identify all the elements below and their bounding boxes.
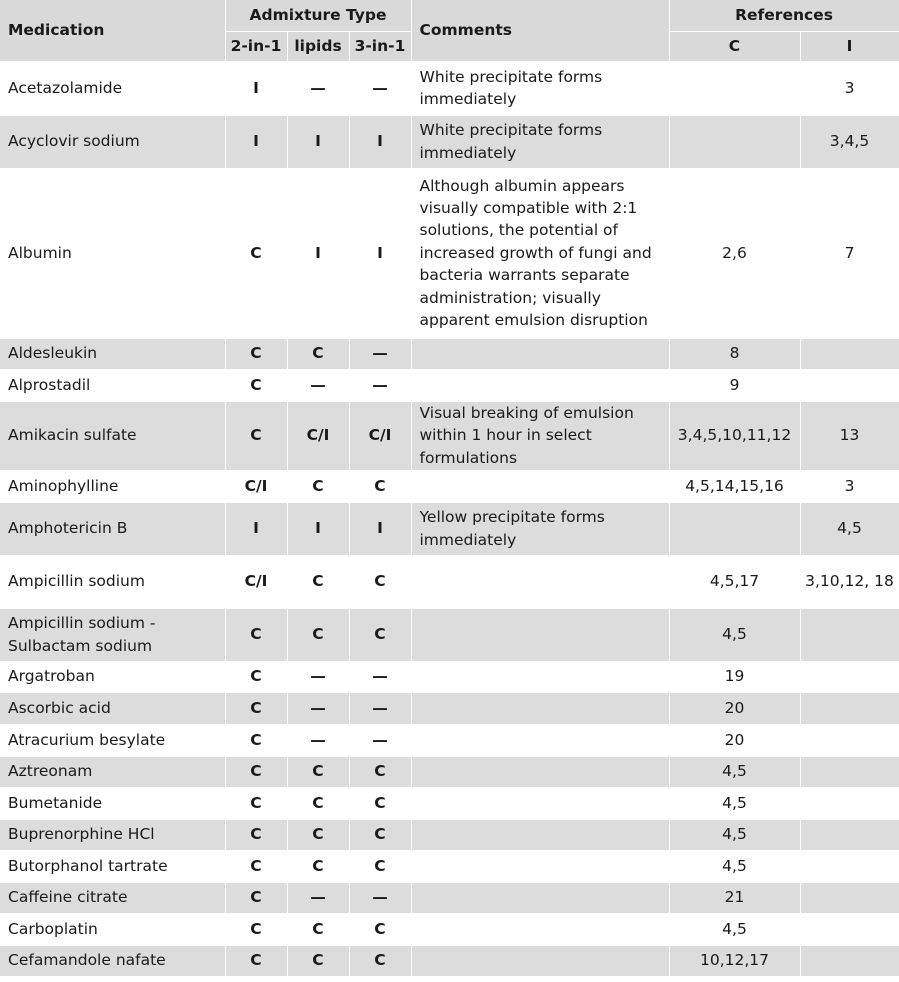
cell-lipids: C (287, 913, 349, 945)
cell-ref-i (800, 724, 899, 756)
table-row (0, 787, 899, 819)
cell-ref-i (800, 661, 899, 692)
cell-3-in-1: — (349, 369, 411, 401)
cell-medication: Bumetanide (0, 787, 225, 819)
cell-medication: Acetazolamide (0, 61, 225, 115)
cell-3-in-1: — (349, 61, 411, 115)
cell-comment (411, 661, 669, 692)
cell-3-in-1: C (349, 819, 411, 850)
cell-lipids: C (287, 819, 349, 850)
cell-comment (411, 945, 669, 976)
header-lipids: lipids (287, 31, 349, 61)
cell-comment (411, 787, 669, 819)
cell-3-in-1: C/I (349, 401, 411, 470)
header-3-in-1: 3-in-1 (349, 31, 411, 61)
cell-medication: Amikacin sulfate (0, 401, 225, 470)
cell-2-in-1: C/I (225, 470, 287, 502)
cell-lipids: C (287, 756, 349, 787)
cell-comment: Yellow precipitate forms immediately (411, 502, 669, 555)
cell-medication: Carboplatin (0, 913, 225, 945)
cell-lipids: I (287, 502, 349, 555)
cell-medication: Albumin (0, 168, 225, 338)
cell-lipids: C (287, 338, 349, 369)
table-row (0, 608, 899, 661)
cell-medication: Atracurium besylate (0, 724, 225, 756)
cell-3-in-1: I (349, 502, 411, 555)
cell-3-in-1: C (349, 945, 411, 976)
table-row (0, 115, 899, 168)
table-header (0, 0, 899, 61)
cell-medication: Aminophylline (0, 470, 225, 502)
cell-medication: Butorphanol tartrate (0, 850, 225, 882)
table-row (0, 401, 899, 470)
cell-ref-c: 4,5 (669, 787, 800, 819)
cell-lipids: C (287, 850, 349, 882)
table-row (0, 168, 899, 338)
cell-ref-i (800, 369, 899, 401)
cell-lipids: — (287, 661, 349, 692)
cell-ref-c (669, 502, 800, 555)
table-row (0, 850, 899, 882)
cell-medication: Aldesleukin (0, 338, 225, 369)
cell-ref-i (800, 945, 899, 976)
cell-comment (411, 913, 669, 945)
cell-ref-i: 3 (800, 470, 899, 502)
cell-medication: Amphotericin B (0, 502, 225, 555)
cell-ref-i: 3 (800, 61, 899, 115)
cell-lipids: — (287, 369, 349, 401)
table-row (0, 913, 899, 945)
cell-lipids: — (287, 61, 349, 115)
cell-2-in-1: C (225, 692, 287, 724)
cell-ref-i: 4,5 (800, 502, 899, 555)
cell-2-in-1: C (225, 724, 287, 756)
header-ref-i: I (800, 31, 899, 61)
cell-ref-i: 13 (800, 401, 899, 470)
cell-3-in-1: C (349, 555, 411, 608)
table-row (0, 945, 899, 976)
cell-comment (411, 756, 669, 787)
cell-ref-c: 10,12,17 (669, 945, 800, 976)
table-row (0, 756, 899, 787)
cell-ref-c: 4,5 (669, 756, 800, 787)
cell-3-in-1: I (349, 168, 411, 338)
cell-3-in-1: C (349, 756, 411, 787)
cell-comment: White precipitate forms immediately (411, 115, 669, 168)
cell-2-in-1: I (225, 61, 287, 115)
table-row (0, 882, 899, 913)
cell-ref-c: 4,5,14,15,16 (669, 470, 800, 502)
header-ref-c: C (669, 31, 800, 61)
header-2-in-1: 2-in-1 (225, 31, 287, 61)
cell-2-in-1: C (225, 369, 287, 401)
cell-2-in-1: C (225, 168, 287, 338)
cell-lipids: — (287, 692, 349, 724)
cell-medication: Acyclovir sodium (0, 115, 225, 168)
cell-ref-c (669, 61, 800, 115)
cell-3-in-1: — (349, 882, 411, 913)
cell-ref-i (800, 819, 899, 850)
cell-2-in-1: C (225, 756, 287, 787)
cell-2-in-1: C (225, 882, 287, 913)
cell-3-in-1: I (349, 115, 411, 168)
cell-2-in-1: I (225, 502, 287, 555)
cell-ref-i (800, 850, 899, 882)
cell-3-in-1: — (349, 338, 411, 369)
cell-2-in-1: C (225, 338, 287, 369)
cell-ref-c: 4,5,17 (669, 555, 800, 608)
table-row (0, 61, 899, 115)
cell-2-in-1: C/I (225, 555, 287, 608)
cell-comment (411, 470, 669, 502)
cell-ref-i (800, 608, 899, 661)
cell-comment (411, 882, 669, 913)
table-row (0, 555, 899, 608)
cell-comment: White precipitate forms immediately (411, 61, 669, 115)
cell-3-in-1: C (349, 850, 411, 882)
table-row (0, 819, 899, 850)
cell-comment: Although albumin appears visually compatible with 2:1 solutions, the potential of increased growth of fungi and bacteria warrants separate administration; visually apparent emulsion disruption (411, 168, 669, 338)
cell-comment (411, 608, 669, 661)
cell-ref-c: 8 (669, 338, 800, 369)
cell-medication: Aztreonam (0, 756, 225, 787)
cell-lipids: I (287, 115, 349, 168)
table-row (0, 369, 899, 401)
cell-ref-c: 3,4,5,10,11,12 (669, 401, 800, 470)
cell-3-in-1: C (349, 470, 411, 502)
cell-medication: Ascorbic acid (0, 692, 225, 724)
table-row (0, 470, 899, 502)
cell-3-in-1: C (349, 608, 411, 661)
cell-2-in-1: C (225, 787, 287, 819)
cell-ref-c: 20 (669, 692, 800, 724)
cell-ref-i (800, 756, 899, 787)
cell-ref-c (669, 115, 800, 168)
cell-comment (411, 555, 669, 608)
cell-comment (411, 692, 669, 724)
cell-2-in-1: C (225, 945, 287, 976)
table-row (0, 661, 899, 692)
cell-2-in-1: I (225, 115, 287, 168)
cell-ref-i (800, 913, 899, 945)
header-medication: Medication (0, 0, 225, 61)
cell-lipids: C (287, 787, 349, 819)
cell-comment (411, 819, 669, 850)
cell-lipids: I (287, 168, 349, 338)
cell-comment (411, 850, 669, 882)
cell-2-in-1: C (225, 661, 287, 692)
cell-lipids: C (287, 608, 349, 661)
cell-medication: Argatroban (0, 661, 225, 692)
header-references: References (669, 0, 899, 31)
cell-medication: Ampicillin sodium - Sulbactam sodium (0, 608, 225, 661)
cell-2-in-1: C (225, 608, 287, 661)
cell-ref-c: 19 (669, 661, 800, 692)
cell-comment: Visual breaking of emulsion within 1 hour in select formulations (411, 401, 669, 470)
cell-ref-c: 20 (669, 724, 800, 756)
cell-3-in-1: C (349, 787, 411, 819)
cell-medication: Alprostadil (0, 369, 225, 401)
cell-ref-c: 4,5 (669, 819, 800, 850)
cell-3-in-1: — (349, 724, 411, 756)
cell-ref-i: 3,4,5 (800, 115, 899, 168)
cell-comment (411, 369, 669, 401)
cell-ref-c: 4,5 (669, 850, 800, 882)
cell-ref-i (800, 692, 899, 724)
table-row (0, 338, 899, 369)
cell-2-in-1: C (225, 913, 287, 945)
cell-medication: Buprenorphine HCl (0, 819, 225, 850)
cell-comment (411, 338, 669, 369)
table-row (0, 502, 899, 555)
cell-ref-c: 2,6 (669, 168, 800, 338)
cell-lipids: C (287, 470, 349, 502)
cell-medication: Ampicillin sodium (0, 555, 225, 608)
cell-ref-c: 4,5 (669, 608, 800, 661)
cell-3-in-1: — (349, 692, 411, 724)
cell-ref-i: 7 (800, 168, 899, 338)
table-row (0, 724, 899, 756)
cell-lipids: — (287, 724, 349, 756)
cell-2-in-1: C (225, 401, 287, 470)
table-body (0, 61, 899, 976)
cell-lipids: C (287, 555, 349, 608)
cell-ref-i (800, 882, 899, 913)
cell-medication: Cefamandole nafate (0, 945, 225, 976)
header-comments: Comments (411, 0, 669, 61)
header-admixture-type: Admixture Type (225, 0, 411, 31)
cell-3-in-1: C (349, 913, 411, 945)
cell-ref-c: 4,5 (669, 913, 800, 945)
cell-lipids: C/I (287, 401, 349, 470)
cell-ref-c: 9 (669, 369, 800, 401)
cell-medication: Caffeine citrate (0, 882, 225, 913)
cell-2-in-1: C (225, 819, 287, 850)
cell-lipids: — (287, 882, 349, 913)
cell-ref-i: 3,10,12, 18 (800, 555, 899, 608)
cell-lipids: C (287, 945, 349, 976)
cell-comment (411, 724, 669, 756)
cell-ref-i (800, 787, 899, 819)
cell-ref-i (800, 338, 899, 369)
table-row (0, 692, 899, 724)
cell-3-in-1: — (349, 661, 411, 692)
cell-ref-c: 21 (669, 882, 800, 913)
cell-2-in-1: C (225, 850, 287, 882)
